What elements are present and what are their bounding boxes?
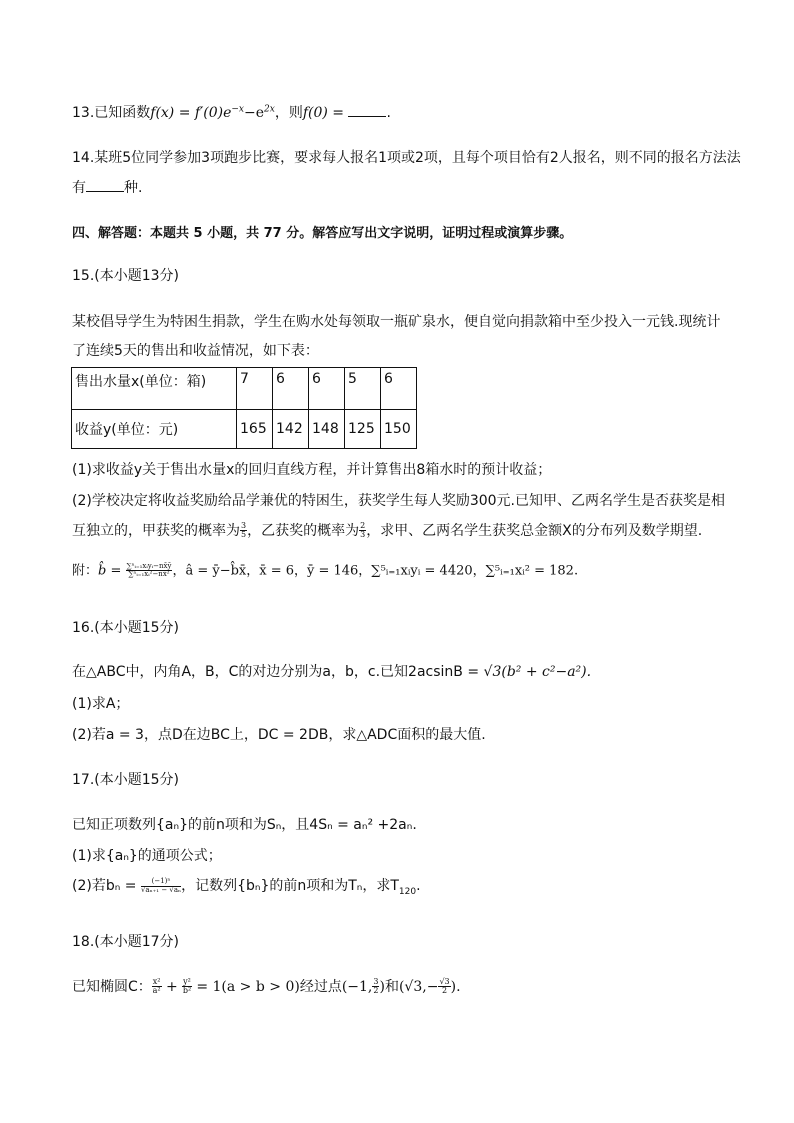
question-13 [72, 104, 391, 122]
question-14-line-1: 14.某班5位同学参加3项跑步比赛，要求每人报名1项或2项，且每个项目恰有2人报名，则不同的报名方法法 [72, 150, 741, 166]
question-15-sub-2a: (2)学校决定将收益奖励给品学兼优的特困生，获奖学生每人奖励300元.已知甲、乙两名学生是否获奖是相 [72, 493, 726, 509]
appendix-bhat: b̂ = [98, 563, 126, 579]
bn-fraction [141, 878, 181, 894]
table-row-1-label: 售出水量x(单位：箱) [72, 368, 237, 410]
table-cell: 6 [273, 368, 309, 410]
q13-exponent-1: −x [231, 104, 244, 115]
frac-den: √aₙ₊₁ − √aₙ [140, 885, 182, 894]
table-cell: 148 [309, 410, 345, 449]
question-17-sub-1: (1)求{aₙ}的通项公式； [72, 848, 222, 864]
frac-den: 2 [373, 986, 379, 996]
q18-plus: + [161, 978, 183, 995]
question-15-sub-1: (1)求收益y关于售出水量x的回归直线方程，并计算售出8箱水时的预计收益； [72, 462, 552, 478]
table-row-2-label: 收益y(单位：元) [72, 410, 237, 449]
question-18-para [72, 978, 461, 996]
q16-text: 在△ABC中，内角A，B，C的对边分别为a，b，c.已知2acsinB = [72, 664, 484, 680]
question-15-sub-2b [72, 522, 702, 540]
q13-exponent-2: 2x [264, 104, 275, 115]
table-cell: 142 [273, 410, 309, 449]
frac-num: 3 [373, 977, 379, 986]
frac-num: ∑ⁿᵢ₌₁xᵢyᵢ−nx̄ȳ [126, 562, 172, 570]
q13-function: f(x) = f′(0)e [150, 105, 232, 121]
frac-den: 5 [241, 530, 247, 540]
frac-num: y² [183, 977, 191, 986]
q17-text: ，记数列{bₙ}的前n项和为Tₙ，求T [181, 878, 399, 894]
q13-prefix: 13.已知函数 [72, 105, 151, 121]
question-14-line-2 [72, 179, 142, 197]
q17-text: (2)若bₙ = [72, 878, 141, 894]
q14-line2-prefix: 有 [72, 180, 86, 196]
frac-num: (−1)ⁿ [141, 878, 181, 886]
q15-text: 互独立的，甲获奖的概率为 [72, 522, 240, 539]
frac-num: x² [152, 977, 161, 986]
question-17-para: 已知正项数列{aₙ}的前n项和为Sₙ，且4Sₙ = aₙ² +2aₙ. [72, 817, 417, 833]
q14-answer-blank [86, 179, 124, 192]
q18-text: = 1(a > b > 0)经过点 [191, 978, 342, 995]
frac-den: ∑ⁿᵢ₌₁xᵢ²−nx̄² [128, 570, 170, 579]
question-18-title: 18.(本小题17分) [72, 934, 180, 950]
q18-point-1: (−1, [341, 978, 373, 995]
question-17-sub-2 [72, 878, 421, 898]
frac-den: 2 [441, 986, 448, 996]
q13-then: ，则 [274, 105, 303, 121]
question-16-sub-1: (1)求A； [72, 696, 130, 712]
table-cell: 165 [237, 410, 273, 449]
q18-point-2: (√3,− [398, 978, 439, 995]
question-16-sub-2: (2)若a = 3，点D在边BC上，DC = 2DB，求△ADC面积的最大值. [72, 727, 486, 743]
y-squared-fraction [182, 978, 192, 996]
q13-minus-term: −e [244, 105, 265, 121]
table-cell: 7 [237, 368, 273, 410]
question-16-title: 16.(本小题15分) [72, 620, 180, 636]
appendix-rest: ，â = ȳ−b̂x̄，x̄ = 6，ȳ = 146，∑⁵ᵢ₌₁xᵢyᵢ = 4420，∑⁵ᵢ₌₁xᵢ² = 182. [172, 563, 579, 579]
q18-point-1-close: ) [379, 978, 385, 995]
question-15-title: 15.(本小题13分) [72, 268, 180, 284]
question-17-title: 17.(本小题15分) [72, 772, 180, 788]
frac-den: 3 [360, 530, 366, 540]
question-15-para-1: 某校倡导学生为特困生捐款，学生在购水处每领取一瓶矿泉水，便自觉向捐款箱中至少投入一元钱.现统计 [72, 314, 721, 330]
q13-answer-blank [348, 104, 386, 117]
section-4-heading: 四、解答题：本题共 5 小题，共 77 分。解答应写出文字说明，证明过程或演算步骤。 [72, 226, 573, 241]
q15-text: ，乙获奖的概率为 [247, 522, 360, 539]
q16-formula: √3(b² + c²−a²). [483, 664, 592, 680]
sales-table [71, 367, 417, 449]
table-cell: 150 [381, 410, 417, 449]
point-2-fraction [438, 978, 450, 996]
q17-subscript: 120 [398, 886, 417, 897]
question-15-appendix [72, 563, 578, 579]
table-cell: 6 [381, 368, 417, 410]
q15-text: ，求甲、乙两名学生获奖总金额X的分布列及数学期望. [366, 522, 703, 539]
question-16-para [72, 664, 591, 681]
q18-point-2-close: ). [450, 978, 461, 995]
q18-and: 和 [384, 978, 399, 995]
q17-text: . [416, 878, 421, 894]
table-cell: 5 [345, 368, 381, 410]
frac-num: √3 [439, 977, 450, 986]
frac-num: 3 [241, 521, 247, 530]
x-squared-fraction [152, 978, 162, 996]
q13-f0: f(0) = [302, 105, 349, 121]
q13-end: . [386, 105, 391, 121]
question-15-para-2: 了连续5天的售出和收益情况，如下表： [72, 343, 319, 359]
frac-den: b² [182, 986, 192, 996]
table-cell: 6 [309, 368, 345, 410]
table-row [72, 410, 417, 449]
q18-text: 已知椭圆C： [72, 978, 152, 995]
regression-fraction [126, 563, 173, 579]
q14-line2-suffix: 种. [124, 180, 143, 196]
frac-den: a² [152, 986, 161, 996]
frac-num: 2 [360, 521, 366, 530]
table-row [72, 368, 417, 410]
table-cell: 125 [345, 410, 381, 449]
appendix-label: 附： [72, 563, 99, 579]
